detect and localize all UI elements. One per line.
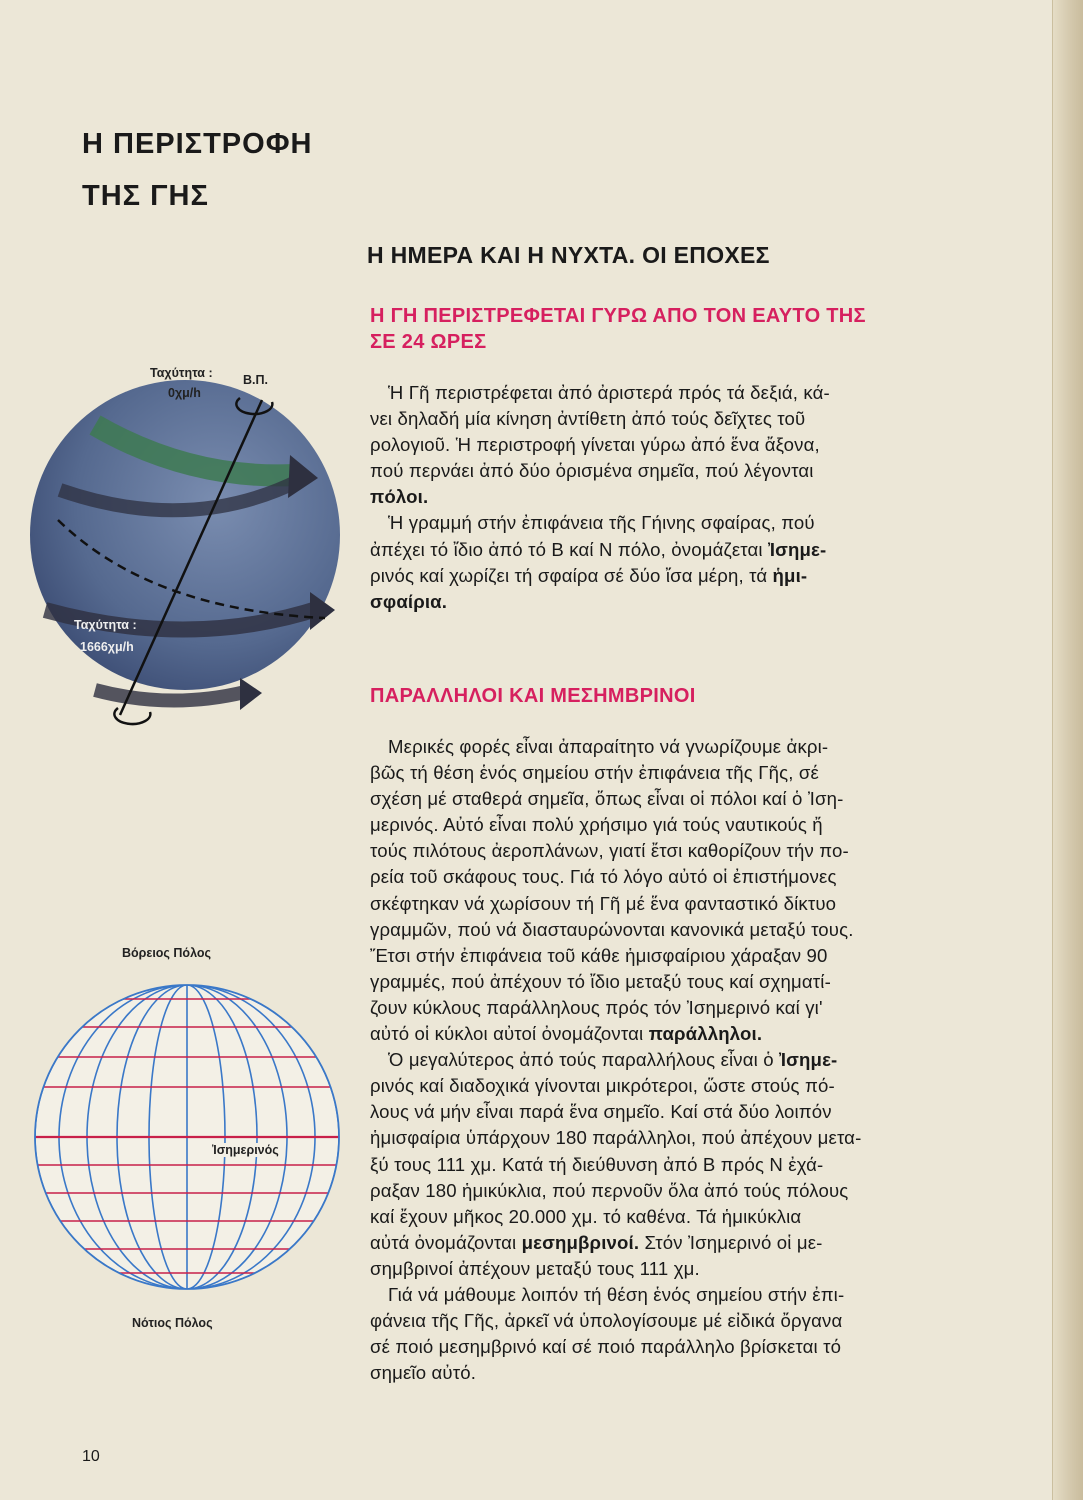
text-line: σχέση μέ σταθερά σημεῖα, ὅπως εἶναι οἱ πόλοι καί ὁ Ἰση- — [370, 788, 844, 810]
heading-parallels: ΠΑΡΑΛΛΗΛΟΙ ΚΑΙ ΜΕΣΗΜΒΡΙΝΟΙ — [370, 685, 696, 707]
page-edge — [1052, 0, 1083, 1500]
chapter-title-line-2: ΤΗΣ ΓΗΣ — [82, 180, 209, 212]
rotation-paragraphs — [370, 380, 985, 615]
text-line: βῶς τή θέση ἑνός σημείου στήν ἐπιφάνεια τῆς Γῆς, σέ — [370, 762, 819, 784]
text-line: καί ἔχουν μῆκος 20.000 χμ. τό καθένα. Τά ἡμικύκλια — [370, 1205, 802, 1227]
text-line: σέ ποιό μεσημβρινό καί σέ ποιό παράλληλο βρίσκεται τό — [370, 1336, 842, 1358]
speed-value-pole: 0χμ/h — [168, 386, 201, 400]
text-line: ξύ τους 111 χμ. Κατά τή διεύθυνση ἀπό Β πρός Ν ἐχά- — [370, 1153, 824, 1175]
grid-globe-figure — [30, 965, 350, 1315]
text-line: Μερικές φορές εἶναι ἀπαραίτητο νά γνωρίζουμε ἀκρι- — [388, 736, 829, 757]
text-line: Ἡ γραμμή στήν ἐπιφάνεια τῆς Γήινης σφαίρας, πού — [388, 512, 815, 534]
north-pole-label: Βόρειος Πόλος — [122, 946, 212, 960]
text-line: πόλοι. — [370, 486, 429, 508]
text-line: τούς πιλότους ἀεροπλάνων, γιατί ἔτσι καθορίζουν τήν πο- — [370, 840, 849, 862]
chapter-title — [82, 118, 382, 222]
heading-rotation-line-2: ΣΕ 24 ΩΡΕΣ — [370, 331, 487, 353]
equator-label: Ἰσημερινός — [212, 1143, 279, 1157]
parallels-paragraphs — [370, 734, 985, 1386]
text-line: αὐτά ὀνομάζονται μεσημβρινοί. Στόν Ἰσημερινό οἱ με- — [370, 1231, 823, 1253]
section-title: Η ΗΜΕΡΑ ΚΑΙ Η ΝΥΧΤΑ. ΟΙ ΕΠΟΧΕΣ — [367, 242, 770, 268]
rotation-arrow-icon — [240, 678, 262, 710]
text-line: ζουν κύκλους παράλληλους πρός τόν Ἰσημερινό καί γι' — [370, 996, 823, 1018]
text-line: ἡμισφαίρια ὑπάρχουν 180 παράλληλοι, πού ἀπέχουν μετα- — [370, 1127, 862, 1149]
text-line: σημεῖο αὐτό. — [370, 1362, 477, 1384]
page-number: 10 — [82, 1448, 100, 1465]
text-line: αὐτό οἱ κύκλοι αὐτοί ὀνομάζονται παράλληλοι. — [370, 1023, 763, 1045]
text-line: Ἡ Γῆ περιστρέφεται ἀπό ἀριστερά πρός τά δεξιά, κά- — [388, 382, 830, 403]
text-line: Ὁ μεγαλύτερος ἀπό τούς παραλλήλους εἶναι ὁ Ἰσημε- — [388, 1049, 838, 1071]
rotation-globe-figure — [0, 360, 360, 740]
rotation-band — [95, 690, 245, 701]
text-line: πού περνάει ἀπό δύο ὁρισμένα σημεῖα, πού λέγονται — [370, 460, 814, 482]
speed-value-equator: 1666χμ/h — [80, 640, 134, 654]
south-rotation-arrow-icon — [114, 708, 150, 724]
heading-rotation-line-1: Η ΓΗ ΠΕΡΙΣΤΡΕΦΕΤΑΙ ΓΥΡΩ ΑΠΟ ΤΟΝ ΕΑΥΤΟ ΤΗΣ — [370, 305, 866, 327]
text-line: ραξαν 180 ἡμικύκλια, πού περνοῦν ὅλα ἀπό τούς πόλους — [370, 1179, 849, 1201]
text-line: σκέφτηκαν νά χωρίσουν τή Γῆ μέ ἕνα φανταστικό δίκτυο — [370, 892, 837, 914]
text-line: γραμμῶν, πού νά διασταυρώνονται κανονικά μεταξύ τους. — [370, 918, 854, 940]
text-line: φάνεια τῆς Γῆς, ἀρκεῖ νά ὑπολογίσουμε μέ εἰδικά ὄργανα — [370, 1310, 843, 1332]
text-line: λους νά μήν εἶναι παρά ἕνα σημεῖο. Καί στά δύο λοιπόν — [370, 1101, 832, 1123]
south-pole-label: Νότιος Πόλος — [132, 1316, 213, 1330]
text-line: μερινός. Αὐτό εἶναι πολύ χρήσιμο γιά τούς ναυτικούς ἤ — [370, 814, 823, 836]
chapter-title-line-1: Η ΠΕΡΙΣΤΡΟΦΗ — [82, 128, 313, 160]
text-line: ρινός καί χωρίζει τή σφαίρα σέ δύο ἴσα μέρη, τά ἡμι- — [370, 564, 808, 586]
text-line: σφαίρια. — [370, 590, 448, 612]
north-pole-abbr: Β.Π. — [243, 373, 268, 387]
text-line: νει δηλαδή μία κίνηση ἀντίθετη ἀπό τούς δεῖχτες τοῦ — [370, 408, 806, 430]
text-line: ἀπέχει τό ἴδιο ἀπό τό Β καί Ν πόλο, ὀνομάζεται Ἰσημε- — [370, 538, 827, 560]
text-line: σημβρινοί ἀπέχουν μεταξύ τους 111 χμ. — [370, 1257, 700, 1279]
text-line: ρολογιοῦ. Ἡ περιστροφή γίνεται γύρω ἀπό ἕνα ἄξονα, — [370, 434, 820, 456]
text-line: ρινός καί διαδοχικά γίνονται μικρότεροι, ὥστε στούς πό- — [370, 1075, 835, 1097]
text-line: Ἔτσι στήν ἐπιφάνεια τοῦ κάθε ἡμισφαίριου χάραξαν 90 — [370, 944, 828, 966]
text-line: γραμμές, πού ἀπέχουν τό ἴδιο μεταξύ τους καί σχηματί- — [370, 970, 831, 992]
text-line: ρεία τοῦ σκάφους τους. Γιά τό λόγο αὐτό οἱ ἐπιστήμονες — [370, 866, 837, 888]
speed-label-pole: Ταχύτητα : — [150, 366, 213, 380]
speed-label-equator: Ταχύτητα : — [74, 618, 137, 632]
text-line: Γιά νά μάθουμε λοιπόν τή θέση ἑνός σημείου στήν ἐπι- — [388, 1283, 845, 1305]
heading-rotation — [370, 303, 866, 355]
